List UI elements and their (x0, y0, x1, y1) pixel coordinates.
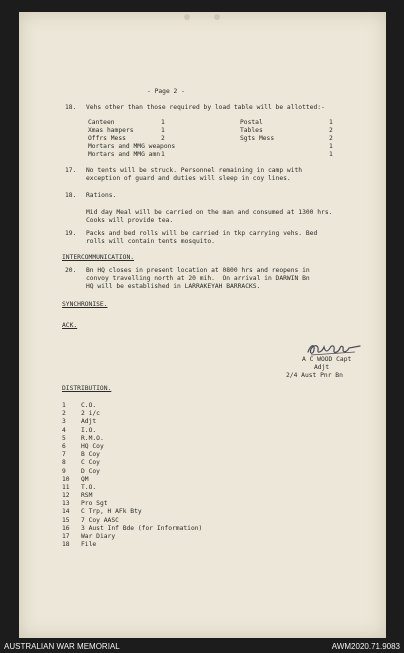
allotment-row-label: Canteen (88, 119, 115, 126)
para-text: Vehs other than those required by load table will be allotted:- (86, 104, 325, 111)
distribution-item-value: T.O. (81, 483, 97, 491)
distribution-item-label: 2 (62, 410, 66, 418)
section-heading: DISTRIBUTION. (62, 385, 112, 392)
distribution-item-label: 5 (62, 434, 66, 442)
allotment-row-label: Tables (240, 127, 263, 134)
footer-bar (0, 639, 404, 653)
distribution-item-label: 12 (62, 492, 70, 500)
para-text: convoy travelling north at 20 mih. On arrival in DARWIN Bn (86, 275, 310, 282)
distribution-item-label: 17 (62, 533, 70, 540)
allotment-row-label: Mortars and MMG weapons (88, 143, 176, 150)
distribution-item-value: RSM (81, 492, 93, 500)
section-heading: SYNCHRONISE. (62, 301, 108, 308)
distribution-list (62, 403, 302, 550)
para-number: 18. (65, 192, 77, 199)
para-text: Bn HQ closes in present location at 0800 hrs and reopens in (86, 267, 310, 274)
distribution-item-value: Adjt (81, 418, 97, 426)
distribution-item (62, 419, 302, 427)
distribution-item-label: 15 (62, 516, 70, 524)
distribution-item-value: C Trp, H AFk Bty (81, 508, 142, 516)
distribution-item-value: File (81, 541, 97, 549)
allotment-row-value: 2 (329, 135, 333, 142)
distribution-item-label: 4 (62, 426, 66, 434)
distribution-item-label: 6 (62, 442, 66, 450)
para-title: Rations. (86, 192, 117, 199)
distribution-item-value: D Coy (81, 467, 100, 475)
signature-unit: 2/4 Aust Pnr Bn (286, 372, 343, 379)
distribution-item (62, 485, 302, 493)
distribution-item-label: 13 (62, 500, 70, 508)
allotment-row-value: 1 (161, 127, 165, 134)
allotment-row-value: 1 (329, 119, 333, 126)
allotment-row-value: 1 (329, 143, 333, 150)
distribution-item-label: 16 (62, 524, 70, 532)
distribution-item (62, 469, 302, 477)
para-text: Cooks will provide tea. (86, 217, 174, 224)
allotment-row-value: 2 (161, 135, 165, 142)
para-text: exception of guard and duties will sleep in coy lines. (86, 175, 291, 182)
distribution-item (62, 534, 302, 542)
allotment-row (240, 152, 340, 160)
distribution-item (62, 477, 302, 485)
para-number: 18. (65, 104, 77, 111)
distribution-item-label: 1 (62, 402, 66, 409)
distribution-item-value: C.O. (81, 402, 97, 409)
allotment-row-label: Offrs Mess (88, 135, 126, 142)
allotment-right-list (240, 120, 340, 160)
signature-name: A C WOOD Capt (302, 356, 352, 363)
para-number: 19. (65, 230, 77, 237)
distribution-item-label: 3 (62, 418, 66, 426)
punch-hole (214, 14, 220, 20)
para-text: HQ will be established in LARRAKEYAH BARRACKS. (86, 283, 261, 290)
allotment-row (240, 136, 340, 144)
distribution-item-value: 2 i/c (81, 410, 100, 418)
para-text: Packs and bed rolls will be carried in tkp carrying vehs. Bed (86, 230, 318, 237)
allotment-row-value: 1 (329, 151, 333, 158)
section-heading: INTERCOMMUNICATION. (62, 254, 135, 261)
para-text: rolls will contain tents mosquito. (86, 238, 215, 245)
punch-hole (184, 14, 190, 20)
footer-institution: AUSTRALIAN WAR MEMORIAL (4, 642, 120, 651)
distribution-item-value: I.O. (81, 426, 97, 434)
section-heading: ACK. (62, 322, 78, 329)
page-number: - Page 2 - (147, 88, 185, 95)
footer-accession: AWM2020.71.9083 (331, 642, 400, 651)
para-number: 20. (65, 267, 77, 274)
para-text: Mid day Meal will be carried on the man and consumed at 1300 hrs. (86, 209, 333, 216)
distribution-item-label: 8 (62, 459, 66, 467)
distribution-item-value: R.M.O. (81, 434, 104, 442)
distribution-item (62, 411, 302, 419)
allotment-row-value: 1 (161, 151, 165, 158)
distribution-item-value: C Coy (81, 459, 100, 467)
distribution-item-label: 7 (62, 451, 66, 459)
para-text: No tents will be struck. Personnel remaining in camp with (86, 167, 303, 174)
distribution-item (62, 542, 302, 550)
distribution-item-label: 18 (62, 541, 70, 549)
distribution-item-label: 10 (62, 475, 70, 483)
allotment-row-label: Sgts Mess (240, 135, 275, 142)
distribution-item-value: B Coy (81, 451, 100, 459)
allotment-row-label: Mortars and MMG amn (88, 151, 161, 158)
distribution-item-label: 9 (62, 467, 66, 475)
distribution-item-value: 3 Aust Inf Bde (for Information) (81, 524, 203, 532)
allotment-row-label: Postal (240, 119, 263, 126)
allotment-row-value: 1 (161, 119, 165, 126)
allotment-row (240, 144, 340, 152)
allotment-row-value: 2 (329, 127, 333, 134)
distribution-item-value: 7 Coy AASC (81, 516, 119, 524)
distribution-item-label: 11 (62, 483, 70, 491)
distribution-item-value: HQ Coy (81, 442, 104, 450)
para-number: 17. (65, 167, 77, 174)
distribution-item-value: War Diary (81, 533, 116, 540)
distribution-item-value: Pro Sgt (81, 500, 108, 508)
distribution-item-value: QM (81, 475, 89, 483)
allotment-left-list (88, 120, 188, 160)
allotment-row-label: Xmas hampers (88, 127, 134, 134)
allotment-row (88, 152, 188, 160)
distribution-item-label: 14 (62, 508, 70, 516)
signature-rank: Adjt (314, 364, 330, 371)
